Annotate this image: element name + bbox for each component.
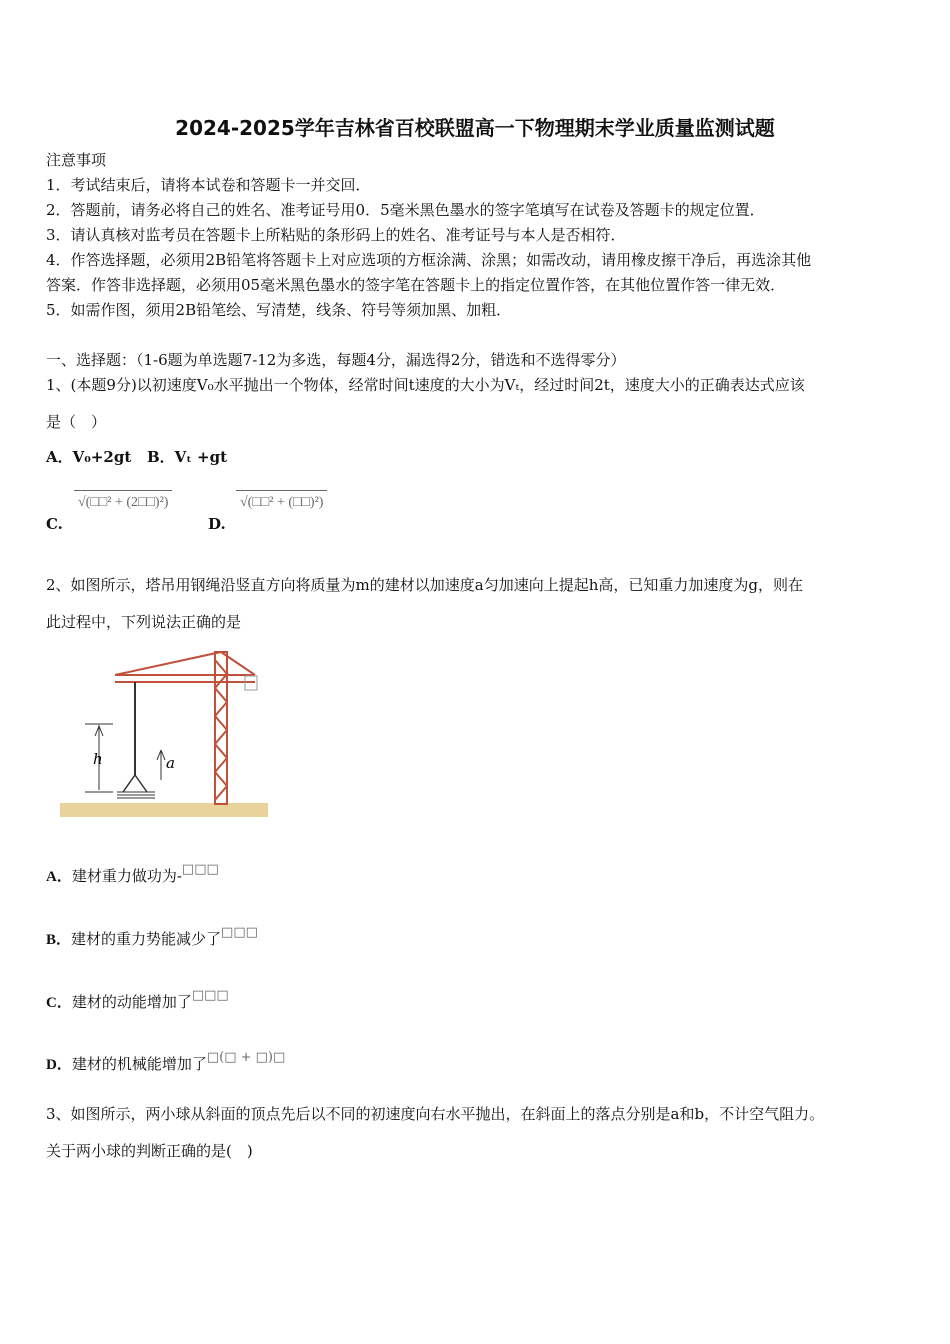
height-label: h <box>93 750 103 768</box>
q1-formula-d: √(□□² + (□□)²) <box>236 490 327 515</box>
q1-option-d: D. <box>208 515 226 533</box>
crane-figure <box>55 640 270 820</box>
q1-option-a: A．V₀+2gt <box>46 448 132 466</box>
notice-item: 4．作答选择题，必须用2B铅笔将答题卡上对应选项的方框涂满、涂黑；如需改动，请用橡皮擦干净后，再选涂其他 <box>46 251 812 269</box>
q2-option-c: C．建材的动能增加了□□□ <box>46 988 229 1011</box>
q1-formula-c: √(□□² + (2□□)²) <box>74 490 172 515</box>
q2-option-d: D．建材的机械能增加了□(□ + □)□ <box>46 1050 286 1073</box>
notice-item: 5．如需作图，须用2B铅笔绘、写清楚，线条、符号等须加黑、加粗． <box>46 301 512 319</box>
q1-option-c: C. <box>46 515 63 533</box>
section-heading: 一、选择题：（1-6题为单选题7-12为多选，每题4分，漏选得2分，错选和不选得零分） <box>46 351 626 369</box>
notice-item: 2．答题前，请务必将自己的姓名、准考证号用0．5毫米黑色墨水的签字笔填写在试卷及答题卡的规定位置． <box>46 201 765 219</box>
q1-stem-2: 是（ ） <box>46 413 107 431</box>
acceleration-label: a <box>166 754 175 772</box>
q1-stem: 1、(本题9分)以初速度V₀水平抛出一个物体，经常时间t速度的大小为Vₜ，经过时间2t，速度大小的正确表达式应该 <box>46 376 805 394</box>
q3-stem-2: 关于两小球的判断正确的是( ) <box>46 1142 253 1160</box>
q1-option-b: B．Vₜ +gt <box>146 448 228 466</box>
notice-item: 3．请认真核对监考员在答题卡上所粘贴的条形码上的姓名、准考证号与本人是否相符． <box>46 226 626 244</box>
q2-stem: 2、如图所示，塔吊用钢绳沿竖直方向将质量为m的建材以加速度a匀加速向上提起h高，已知重力加速度为g，则在 <box>46 576 803 594</box>
notice-item: 答案．作答非选择题，必须用05毫米黑色墨水的签字笔在答题卡上的指定位置作答，在其他位置作答一律无效． <box>46 276 786 294</box>
q2-stem-2: 此过程中，下列说法正确的是 <box>46 613 242 631</box>
page-title: 2024-2025学年吉林省百校联盟高一下物理期末学业质量监测试题 <box>175 116 775 140</box>
q3-stem: 3、如图所示，两小球从斜面的顶点先后以不同的初速度向右水平抛出，在斜面上的落点分别是a和b，不计空气阻力。 <box>46 1105 825 1123</box>
notice-heading: 注意事项 <box>46 151 107 169</box>
q2-option-b: B．建材的重力势能减少了□□□ <box>46 925 258 948</box>
q2-option-a: A．建材重力做功为-□□□ <box>46 862 219 885</box>
notice-item: 1．考试结束后，请将本试卷和答题卡一并交回． <box>46 176 371 194</box>
